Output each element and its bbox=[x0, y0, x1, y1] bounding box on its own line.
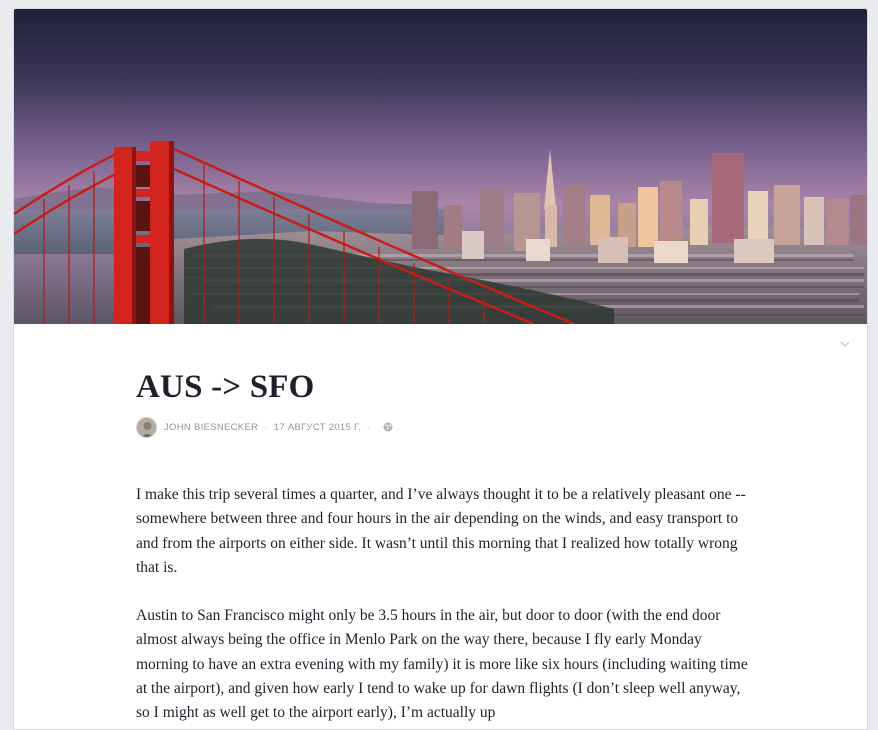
byline-separator: · bbox=[264, 421, 268, 433]
paragraph: I make this trip several times a quarter, and I’ve always thought it to be a relatively pleasant one -- somewhere between three and four hours in the air depending on the winds, and easy transport to and from the airports on either side. It wasn’t until this morning that I realized how totally wrong that is. bbox=[136, 486, 746, 576]
note-article bbox=[136, 365, 756, 722]
note-title: AUS -> SFO bbox=[136, 369, 315, 405]
note-body bbox=[136, 483, 756, 730]
author-name[interactable]: JOHN BIESNECKER bbox=[164, 421, 259, 433]
chevron-down-icon[interactable] bbox=[838, 337, 852, 351]
paragraph: Austin to San Francisco might only be 3.5 hours in the air, but door to door (with the end door almost always being the office in Menlo Park on the way there, because I fly early Monday morning to have an extra evening with my family) it is more like six hours (including waiting time at the airport), and given how early I tend to wake up for dawn flights (I don’t sleep well anyway, so I might as well get to the airport early), I’m actually up bbox=[136, 607, 748, 722]
avatar[interactable] bbox=[136, 417, 157, 438]
byline-separator-2: · bbox=[367, 421, 371, 433]
publish-date[interactable]: 17 АВГУСТ 2015 Г. bbox=[273, 421, 362, 433]
byline bbox=[136, 416, 393, 438]
globe-icon[interactable] bbox=[383, 422, 393, 432]
cover-photo bbox=[14, 9, 867, 324]
note-card bbox=[13, 8, 868, 730]
